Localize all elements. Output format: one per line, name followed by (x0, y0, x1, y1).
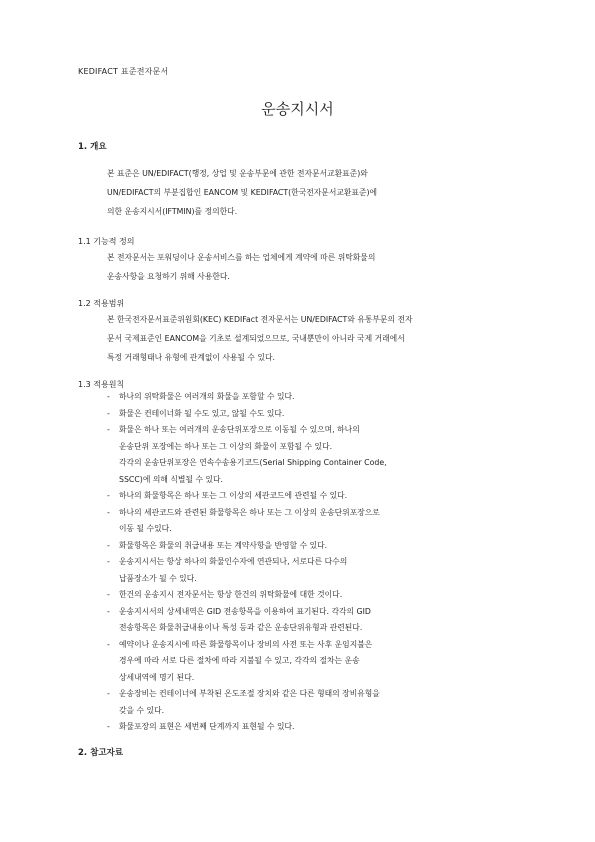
bullet-line: 이동 될 수있다. (119, 524, 172, 533)
paragraph-line: 운송사항을 요청하기 위해 사용한다. (107, 272, 230, 281)
bullet-marker: - (107, 540, 110, 550)
bullet-line: 경우에 따라 서로 다른 절차에 따라 지불될 수 있고, 각각의 절차는 운송 (119, 656, 360, 665)
bullet-text: 화물포장의 표현은 세번째 단계까지 표현될 수 있다. (119, 722, 295, 731)
bullet-text: 화물항목은 화물의 취급내용 또는 계약사항을 반영할 수 있다. (119, 540, 328, 550)
bullet-text: 운송지시서의 상세내역은 GID 전송항목을 이용하여 표기된다. 각각의 GID (119, 606, 371, 616)
principles-bullet-list (107, 389, 387, 736)
paragraph-line: UN/EDIFACT의 부분집합인 EANCOM 및 KEDIFACT(한국전자문서교환표준)에 (107, 188, 378, 197)
bullet-marker: - (107, 722, 110, 731)
section-heading-function: 1.1 기능적 정의 (78, 237, 135, 246)
bullet-item (107, 719, 387, 736)
bullet-line (107, 406, 387, 423)
bullet-marker: - (107, 590, 110, 599)
bullet-text: 한건의 운송지시 전자문서는 항상 한건의 위탁화물에 대한 것이다. (119, 590, 343, 599)
bullet-line (107, 587, 387, 604)
bullet-item (107, 389, 387, 406)
bullet-marker: - (107, 392, 110, 401)
paragraph-line: 문서 국제표준인 EANCOM을 기초로 설계되었으므로, 국내뿐만이 아니라 국제 거래에서 (107, 334, 405, 343)
bullet-marker: - (107, 408, 110, 418)
bullet-line (107, 719, 387, 736)
bullet-item (107, 604, 387, 637)
bullet-marker: - (107, 606, 110, 616)
paragraph-line: 특정 거래형태나 유형에 관계없이 사용될 수 있다. (107, 353, 275, 362)
bullet-marker: - (107, 507, 110, 517)
bullet-line: 갖을 수 있다. (119, 705, 165, 715)
bullet-line (107, 538, 387, 555)
bullet-item (107, 406, 387, 423)
paragraph-line: 본 표준은 UN/EDIFACT(행정, 상업 및 운송부문에 관한 전자문서교환표준)와 (107, 169, 368, 178)
section-heading-overview: 1. 개요 (78, 142, 107, 152)
bullet-line (107, 422, 387, 439)
bullet-line (107, 488, 387, 505)
document-header: KEDIFACT 표준전자문서 (78, 67, 169, 76)
bullet-text: 화물은 하나 또는 여러개의 운송단위포장으로 이동될 수 있으며, 하나의 (119, 425, 360, 434)
section-heading-principles: 1.3 적용원칙 (78, 380, 125, 389)
bullet-item (107, 637, 387, 687)
bullet-line (107, 604, 387, 621)
paragraph-line: 본 전자문서는 포워딩이나 운송서비스를 하는 업체에게 계약에 따른 위탁화물의 (107, 253, 376, 262)
bullet-text: 예약이나 운송지시에 따른 화물항목이나 장비의 사전 또는 사후 운임지불은 (119, 639, 373, 649)
bullet-text: 운송지시서는 항상 하나의 화물인수자에 연관되나, 서로다른 다수의 (119, 557, 348, 566)
bullet-text: 화물은 컨테이너화 될 수도 있고, 않될 수도 있다. (119, 408, 285, 418)
bullet-text: 하나의 위탁화물은 여러개의 화물을 포함할 수 있다. (119, 392, 295, 401)
bullet-item (107, 488, 387, 505)
bullet-line (107, 554, 387, 571)
bullet-text: 하나의 세관코드와 관련된 화물항목은 하나 또는 그 이상의 운송단위포장으로 (119, 507, 380, 517)
page-title: 운송지시서 (261, 100, 334, 118)
bullet-item (107, 587, 387, 604)
bullet-line: 전송항목은 화물취급내용이나 특성 등과 같은 운송단위유형과 관련된다. (119, 623, 363, 632)
paragraph-line: 의한 운송지시서(IFTMIN)를 정의한다. (107, 207, 238, 216)
bullet-text: 운송장비는 컨테이너에 부착된 온도조절 장치와 같은 다른 형태의 장비유형을 (119, 689, 380, 698)
bullet-item (107, 538, 387, 555)
bullet-line: 운송단위 포장에는 하나 또는 그 이상의 화물이 포함될 수 있다. (119, 441, 333, 451)
bullet-line (107, 686, 387, 703)
bullet-line: 각각의 운송단위포장은 연속수송용기코드(Serial Shipping Container Code, (119, 458, 387, 467)
scope-paragraph (107, 310, 517, 367)
paragraph-line: 본 한국전자문서표준위원회(KEC) KEDIFact 전자문서는 UN/EDIFACT와 유통부문의 전자 (107, 315, 413, 324)
bullet-line (107, 637, 387, 654)
bullet-marker: - (107, 425, 110, 434)
bullet-item (107, 554, 387, 587)
bullet-item (107, 505, 387, 538)
bullet-item (107, 422, 387, 488)
bullet-text: 하나의 화물항목은 하나 또는 그 이상의 세관코드에 관련될 수 있다. (119, 491, 348, 500)
section-heading-scope: 1.2 적용범위 (78, 299, 125, 308)
function-paragraph (107, 248, 517, 286)
bullet-marker: - (107, 689, 110, 698)
bullet-marker: - (107, 639, 110, 649)
bullet-line: 납품장소가 될 수 있다. (119, 573, 197, 583)
bullet-line: 상세내역에 명기 된다. (119, 672, 195, 682)
bullet-marker: - (107, 491, 110, 500)
overview-paragraph (107, 164, 517, 221)
bullet-line (107, 389, 387, 406)
bullet-marker: - (107, 557, 110, 566)
section-heading-references: 2. 참고자료 (78, 748, 123, 758)
bullet-line: SSCC)에 의해 식별될 수 있다. (119, 474, 224, 484)
bullet-line (107, 505, 387, 522)
bullet-item (107, 686, 387, 719)
